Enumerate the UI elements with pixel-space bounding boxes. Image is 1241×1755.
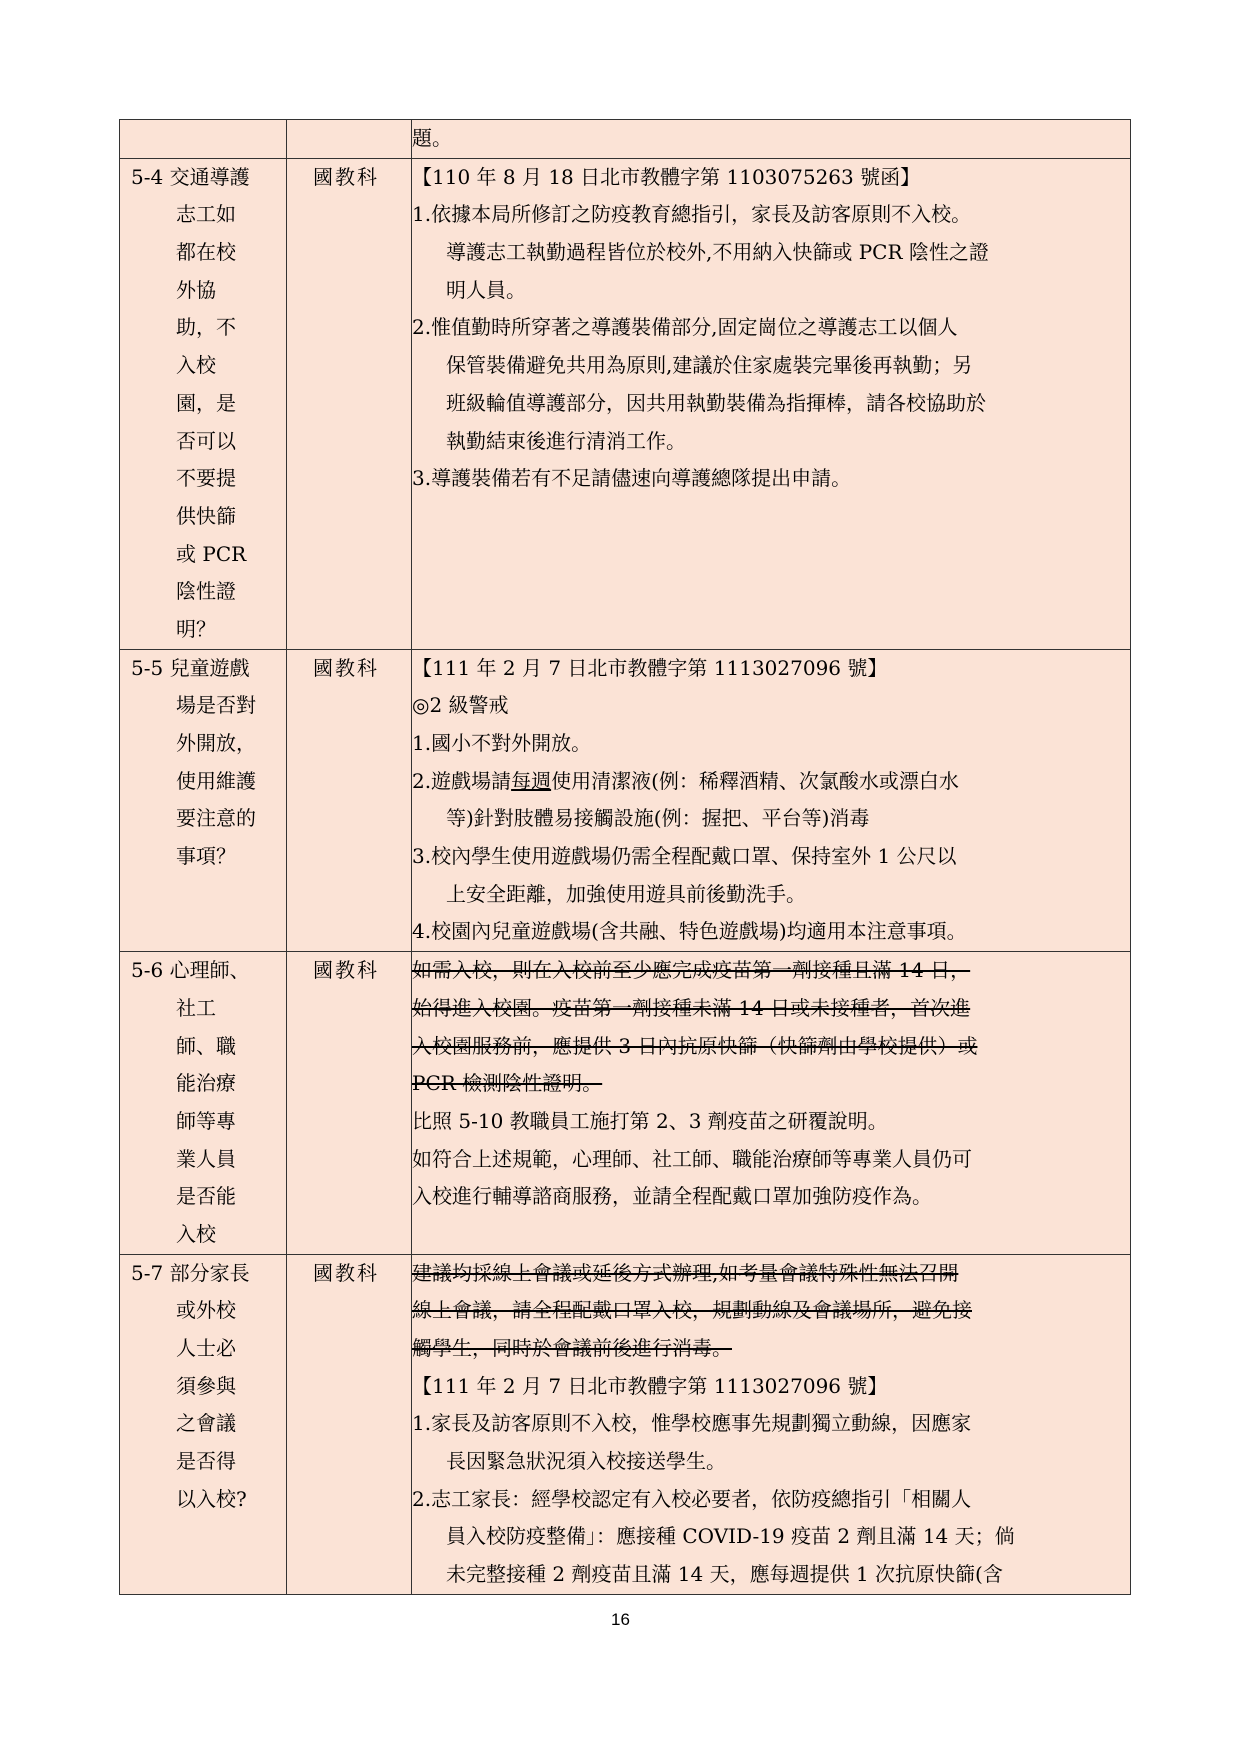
question-line: 陰性證 (176, 579, 236, 604)
question-line: 供快篩 (176, 503, 236, 528)
unit-label: 國教科 (313, 655, 379, 680)
question-cell (120, 158, 287, 649)
page-number: 16 (611, 1610, 630, 1629)
question-line: 或外校 (176, 1298, 236, 1323)
question-line: 5-7 部分家長 (131, 1260, 250, 1285)
question-cell (120, 120, 287, 159)
unit-label: 國教科 (313, 958, 379, 983)
table-row (120, 649, 1131, 952)
qa-table (119, 119, 1131, 1595)
question-line: 外協 (176, 277, 216, 302)
unit-label: 國教科 (313, 1260, 379, 1285)
table-row (120, 1254, 1131, 1594)
question-cell (120, 1254, 287, 1594)
question-line: 師、職 (176, 1033, 236, 1058)
answer-text: 2.遊戲場請 (412, 768, 512, 793)
question-line: 是否得 (176, 1449, 236, 1474)
question-line: 或 PCR (176, 541, 247, 566)
answer-line: 等)針對肢體易接觸設施(例：握把、平台等)消毒 (446, 806, 870, 831)
answer-line: 1.家長及訪客原則不入校，惟學校應事先規劃獨立動線，因應家 (412, 1411, 972, 1436)
struck-answer-line: 觸學生，同時於會議前後進行消毒。 (412, 1336, 732, 1360)
question-line: 否可以 (176, 428, 236, 453)
question-line: 須參與 (176, 1373, 236, 1398)
answer-line: 1.依據本局所修訂之防疫教育總指引，家長及訪客原則不入校。 (412, 202, 972, 227)
answer-line: 執勤結束後進行清消工作。 (446, 428, 686, 453)
answer-line: 導護志工執勤過程皆位於校外,不用納入快篩或 PCR 陰性之證 (446, 240, 989, 265)
question-line: 5-6 心理師、 (131, 958, 250, 983)
question-line: 5-5 兒童遊戲 (131, 655, 250, 680)
answer-cell (412, 952, 1131, 1255)
question-line: 事項？ (176, 844, 236, 869)
answer-text: 使用清潔液(例：稀釋酒精、次氯酸水或漂白水 (551, 768, 959, 793)
question-cell (120, 952, 287, 1255)
answer-line: 4.校園內兒童遊戲場(含共融、特色遊戲場)均適用本注意事項。 (412, 919, 967, 944)
answer-line: 2.志工家長：經學校認定有入校必要者，依防疫總指引「相關人 (412, 1486, 972, 1511)
question-line: 都在校 (176, 240, 236, 265)
question-line: 場是否對 (176, 693, 256, 718)
answer-line: 【110 年 8 月 18 日北市教體字第 1103075263 號函】 (412, 164, 921, 189)
answer-line: 明人員。 (446, 277, 526, 302)
answer-line: 【111 年 2 月 7 日北市教體字第 1113027096 號】 (412, 655, 888, 680)
question-line: 師等專 (176, 1108, 236, 1133)
question-line: 使用維護 (176, 768, 256, 793)
question-line: 助，不 (176, 315, 236, 340)
answer-line: 員入校防疫整備」：應接種 COVID-19 疫苗 2 劑且滿 14 天；倘 (446, 1524, 1015, 1549)
question-line: 不要提 (176, 466, 236, 491)
question-line: 園，是 (176, 390, 236, 415)
answer-line: 1.國小不對外開放。 (412, 731, 592, 755)
table-row (120, 158, 1131, 649)
answer-line: 上安全距離，加強使用遊具前後勤洗手。 (446, 881, 806, 906)
answer-line (412, 763, 1130, 801)
question-line: 志工如 (176, 202, 236, 227)
unit-cell (287, 1254, 412, 1594)
unit-cell (287, 120, 412, 159)
table-row (120, 952, 1131, 1255)
underlined-text: 每週 (511, 768, 552, 793)
question-line: 能治療 (176, 1071, 236, 1096)
question-line: 業人員 (176, 1146, 236, 1171)
answer-line: 比照 5-10 教職員工施打第 2、3 劑疫苗之研覆說明。 (412, 1108, 888, 1133)
struck-answer-line: 線上會議，請全程配戴口罩入校，規劃動線及會議場所，避免接 (412, 1298, 972, 1323)
question-line: 入校 (176, 1221, 216, 1246)
answer-cell (412, 120, 1131, 159)
answer-cell (412, 158, 1131, 649)
question-line: 明？ (176, 616, 216, 641)
answer-line: 長因緊急狀況須入校接送學生。 (446, 1449, 726, 1474)
struck-answer-line: 入校園服務前，應提供 3 日內抗原快篩（快篩劑由學校提供）或 (412, 1033, 978, 1058)
question-line: 5-4 交通導護 (131, 164, 250, 189)
answer-line: 如符合上述規範，心理師、社工師、職能治療師等專業人員仍可 (412, 1146, 972, 1171)
question-line: 之會議 (176, 1411, 236, 1436)
question-line: 人士必 (176, 1336, 236, 1360)
question-line: 外開放， (176, 731, 256, 755)
unit-cell (287, 649, 412, 952)
answer-line: 班級輪值導護部分，因共用執勤裝備為指揮棒，請各校協助於 (446, 390, 986, 415)
answer-cell (412, 649, 1131, 952)
struck-answer-line: 建議均採線上會議或延後方式辦理,如考量會議特殊性無法召開 (412, 1260, 959, 1285)
struck-answer-line: PCR 檢測陰性證明。 (412, 1071, 603, 1096)
answer-line: 【111 年 2 月 7 日北市教體字第 1113027096 號】 (412, 1373, 888, 1398)
answer-line: ◎2 級警戒 (412, 693, 509, 718)
answer-line: 題。 (412, 126, 452, 150)
answer-line: 保管裝備避免共用為原則,建議於住家處裝完畢後再執勤；另 (446, 353, 973, 378)
struck-answer-line: 如需入校，則在入校前至少應完成疫苗第一劑接種且滿 14 日， (412, 958, 971, 983)
answer-line: 3.校內學生使用遊戲場仍需全程配戴口罩、保持室外 1 公尺以 (412, 844, 957, 869)
unit-cell (287, 952, 412, 1255)
answer-line: 3.導護裝備若有不足請儘速向導護總隊提出申請。 (412, 466, 852, 491)
question-line: 要注意的 (176, 806, 256, 831)
question-cell (120, 649, 287, 952)
struck-answer-line: 始得進入校園。疫苗第一劑接種未滿 14 日或未接種者，首次進 (412, 995, 971, 1020)
unit-label: 國教科 (313, 164, 379, 189)
question-line: 以入校? (176, 1486, 247, 1511)
answer-cell (412, 1254, 1131, 1594)
table-row (120, 120, 1131, 159)
answer-line: 入校進行輔導諮商服務，並請全程配戴口罩加強防疫作為。 (412, 1184, 932, 1209)
answer-line: 未完整接種 2 劑疫苗且滿 14 天，應每週提供 1 次抗原快篩(含 (446, 1562, 1003, 1587)
question-line: 社工 (176, 995, 216, 1020)
question-line: 是否能 (176, 1184, 236, 1209)
question-line: 入校 (176, 353, 216, 378)
answer-line: 2.惟值勤時所穿著之導護裝備部分,固定崗位之導護志工以個人 (412, 315, 958, 340)
unit-cell (287, 158, 412, 649)
